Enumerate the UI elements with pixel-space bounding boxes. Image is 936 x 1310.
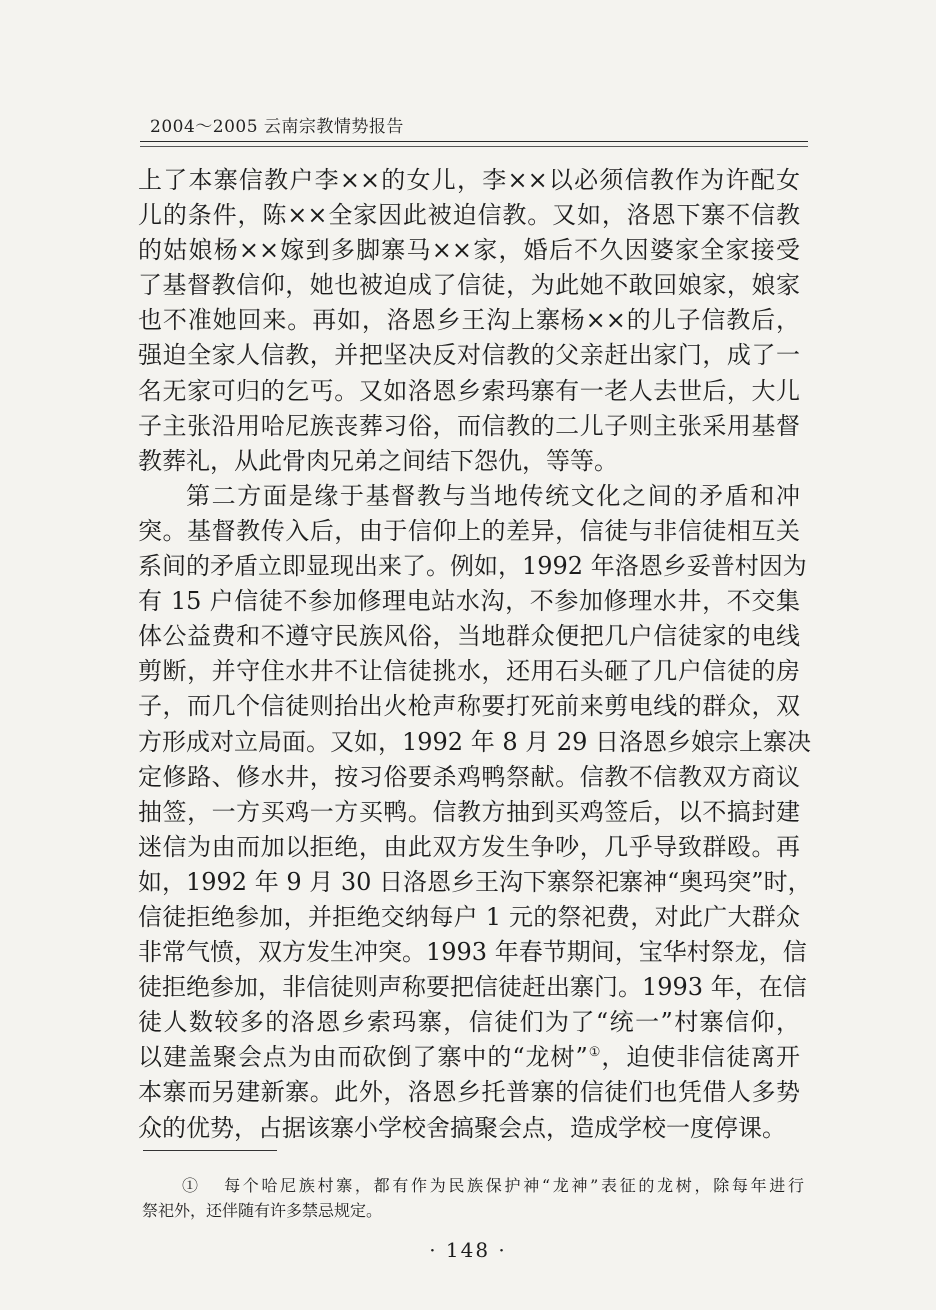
text-line-with-footnote — [138, 1040, 800, 1075]
footnote-text: 每个哈尼族村寨，都有作为民族保护神“龙神”表征的龙树，除每年进行 — [224, 1176, 804, 1195]
footnote-line — [142, 1173, 804, 1198]
text-line: 有 15 户信徒不参加修理电站水沟，不参加修理水井，不交集 — [138, 587, 800, 616]
footnote-reference: ① — [587, 1045, 602, 1061]
text-line: 非常气愤，双方发生冲突。1993 年春节期间，宝华村祭龙，信 — [138, 938, 807, 967]
text-line: 信徒拒绝参加，并拒绝交纳每户 1 元的祭祀费，对此广大群众 — [138, 902, 800, 931]
text-line: 本寨而另建新寨。此外，洛恩乡托普寨的信徒们也凭借人多势 — [138, 1078, 800, 1107]
text-line: 了基督教信仰，她也被迫成了信徒，为此她不敢回娘家，娘家 — [138, 271, 800, 300]
text-line: 也不准她回来。再如，洛恩乡王沟上寨杨××的儿子信教后， — [138, 306, 800, 335]
header-rule — [140, 141, 808, 142]
text-line: 如，1992 年 9 月 30 日洛恩乡王沟下寨祭祀寨神“奥玛突”时， — [138, 867, 812, 896]
text-line: 体公益费和不遵守民族风俗，当地群众便把几户信徒家的电线 — [138, 622, 800, 651]
text-line: 子主张沿用哈尼族丧葬习俗，而信教的二儿子则主张采用基督 — [138, 411, 800, 440]
running-header: 2004～2005 云南宗教情势报告 — [150, 117, 404, 137]
text-line: 徒人数较多的洛恩乡索玛寨，信徒们为了“统一”村寨信仰， — [138, 1008, 800, 1037]
text-line: 儿的条件，陈××全家因此被迫信教。又如，洛恩下寨不信教 — [138, 201, 800, 230]
text-line: 抽签，一方买鸡一方买鸭。信教方抽到买鸡签后，以不搞封建 — [138, 797, 800, 826]
header-rule-thin — [140, 146, 808, 147]
footnote-separator — [143, 1150, 277, 1151]
text-line: 的姑娘杨××嫁到多脚寨马××家，婚后不久因婆家全家接受 — [138, 236, 800, 265]
text-line: 强迫全家人信教，并把坚决反对信教的父亲赶出家门，成了一 — [138, 341, 800, 370]
page-number: · 148 · — [429, 1238, 507, 1262]
text-segment: ，迫使非信徒离开 — [601, 1043, 801, 1072]
text-line: 名无家可归的乞丐。又如洛恩乡索玛寨有一老人去世后，大儿 — [138, 376, 800, 405]
text-line: 剪断，并守住水井不让信徒挑水，还用石头砸了几户信徒的房 — [138, 657, 800, 686]
paragraph-start-line: 第二方面是缘于基督教与当地传统文化之间的矛盾和冲 — [186, 481, 800, 510]
text-line: 突。基督教传入后，由于信仰上的差异，信徒与非信徒相互关 — [138, 516, 800, 545]
text-segment: 以建盖聚会点为由而砍倒了寨中的“龙树” — [138, 1043, 588, 1072]
footnote-line: 祭祀外，还伴随有许多禁忌规定。 — [142, 1201, 383, 1220]
text-line: 子，而几个信徒则抬出火枪声称要打死前来剪电线的群众，双 — [138, 692, 800, 721]
text-line: 方形成对立局面。又如，1992 年 8 月 29 日洛恩乡娘宗上寨决 — [138, 727, 812, 756]
text-line: 上了本寨信教户李××的女儿，李××以必须信教作为许配女 — [138, 166, 800, 194]
text-line: 众的优势，占据该寨小学校舍搞聚会点，造成学校一度停课。 — [138, 1113, 786, 1142]
text-line: 徒拒绝参加，非信徒则声称要把信徒赶出寨门。1993 年，在信 — [138, 973, 807, 1002]
text-line: 定修路、修水井，按习俗要杀鸡鸭祭献。信教不信教双方商议 — [138, 762, 800, 791]
text-line: 系间的矛盾立即显现出来了。例如，1992 年洛恩乡妥普村因为 — [138, 552, 807, 581]
footnote-marker: ① — [182, 1176, 201, 1195]
text-line: 迷信为由而加以拒绝，由此双方发生争吵，几乎导致群殴。再 — [138, 832, 800, 861]
footnote — [142, 1173, 804, 1223]
body-text — [138, 163, 812, 1146]
text-line: 教葬礼，从此骨肉兄弟之间结下怨仇，等等。 — [138, 446, 618, 475]
